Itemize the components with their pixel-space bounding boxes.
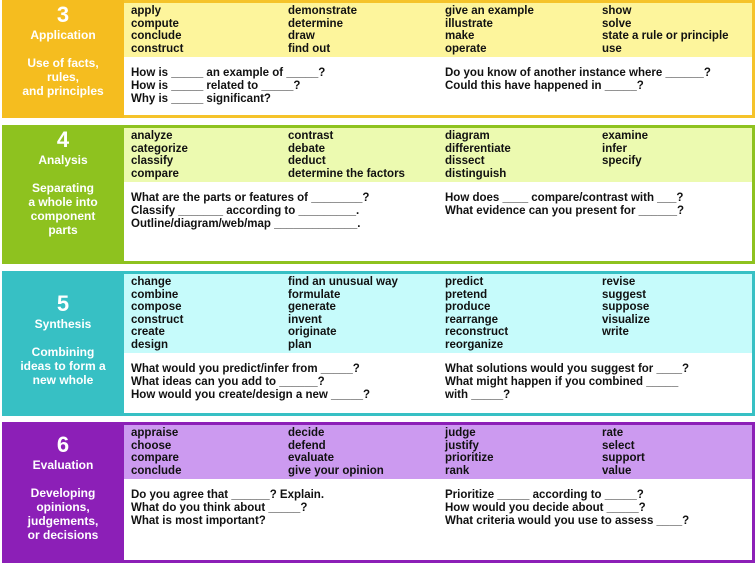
question: What might happen if you combined _____ — [445, 375, 679, 388]
verb-column — [131, 5, 288, 55]
level-content — [124, 0, 755, 118]
question-list — [124, 479, 752, 560]
level-application — [2, 0, 752, 118]
verb: contrast — [288, 130, 334, 142]
verb: infer — [602, 142, 627, 155]
verb: conclude — [131, 30, 182, 42]
level-number: 6 — [56, 432, 70, 457]
verb: analyze — [131, 130, 173, 142]
verb-column — [131, 276, 288, 351]
verb: formulate — [288, 288, 341, 301]
level-label — [2, 125, 124, 264]
verb: deduct — [288, 155, 326, 167]
verb: dissect — [445, 155, 485, 167]
verb: demonstrate — [288, 5, 358, 17]
verb-column — [602, 276, 752, 351]
question: How is _____ related to _____? — [131, 79, 301, 92]
question: What criteria would you use to assess ____? — [445, 514, 690, 527]
question: How would you decide about _____? — [445, 501, 646, 514]
verb-column — [602, 5, 752, 55]
verb-column — [131, 427, 288, 477]
level-label — [2, 271, 124, 416]
question-list — [124, 182, 752, 261]
question-list — [124, 353, 752, 413]
verb-column — [602, 427, 752, 477]
verb: construct — [131, 42, 184, 55]
description-line: new whole — [32, 373, 94, 387]
verb-column — [445, 276, 602, 351]
verb: compute — [131, 17, 179, 30]
level-number: 3 — [56, 2, 70, 27]
question: How is _____ an example of _____? — [131, 67, 326, 79]
question: What do you think about _____? — [131, 501, 308, 514]
description-line: Separating — [31, 181, 94, 195]
verb: select — [602, 439, 635, 452]
level-name: Application — [30, 28, 96, 42]
question: Outline/diagram/web/map _____________. — [131, 217, 361, 230]
verb-list — [124, 274, 752, 353]
verb: conclude — [131, 464, 182, 477]
verb-column — [445, 130, 602, 180]
verb-column — [288, 130, 445, 180]
verb: find out — [288, 42, 331, 55]
question-list — [124, 57, 752, 115]
verb: predict — [445, 276, 484, 288]
verb: suppose — [602, 301, 650, 313]
verb: use — [602, 42, 622, 55]
verb: evaluate — [288, 452, 335, 464]
verb: plan — [288, 338, 312, 351]
level-analysis — [2, 125, 752, 264]
level-description — [28, 486, 99, 542]
level-name: Evaluation — [32, 458, 94, 472]
verb: give your opinion — [288, 464, 384, 477]
verb: pretend — [445, 288, 488, 301]
description-line: or decisions — [27, 528, 99, 542]
description-line: and principles — [22, 84, 104, 98]
description-line: parts — [48, 223, 78, 237]
verb: show — [602, 5, 632, 17]
level-description — [28, 181, 97, 237]
verb: determine the factors — [288, 167, 405, 180]
verb-column — [288, 5, 445, 55]
question-column — [445, 192, 745, 261]
description-line: Developing — [30, 486, 96, 500]
verb-list — [124, 3, 752, 57]
verb: defend — [288, 439, 326, 452]
verb: specify — [602, 155, 642, 167]
description-line: a whole into — [28, 195, 98, 209]
verb: value — [602, 464, 632, 477]
verb: decide — [288, 427, 325, 439]
verb: compare — [131, 452, 179, 464]
level-label — [2, 422, 124, 563]
verb: produce — [445, 301, 491, 313]
question: How does ____ compare/contrast with ___? — [445, 192, 684, 204]
question: What evidence can you present for ______? — [445, 204, 685, 217]
verb: examine — [602, 130, 649, 142]
verb: reconstruct — [445, 326, 509, 338]
verb-list — [124, 425, 752, 479]
level-content — [124, 125, 755, 264]
verb: diagram — [445, 130, 490, 142]
verb-column — [602, 130, 752, 180]
question-column — [445, 67, 745, 115]
verb: revise — [602, 276, 636, 288]
description-line: component — [30, 209, 96, 223]
question-column — [131, 489, 445, 560]
level-synthesis — [2, 271, 752, 416]
verb: compose — [131, 301, 182, 313]
description-line: ideas to form a — [20, 359, 106, 373]
question: Prioritize _____ according to _____? — [445, 489, 644, 501]
verb: make — [445, 30, 475, 42]
question: Do you know of another instance where ______? — [445, 67, 711, 79]
question-column — [445, 363, 745, 413]
description-line: judgements, — [27, 514, 99, 528]
verb: change — [131, 276, 172, 288]
verb: rank — [445, 464, 470, 477]
verb: apply — [131, 5, 162, 17]
question: Classify _______ according to _________. — [131, 204, 360, 217]
verb: compare — [131, 167, 179, 180]
level-evaluation — [2, 422, 752, 563]
verb: illustrate — [445, 17, 493, 30]
verb: state a rule or principle — [602, 30, 729, 42]
question: Do you agree that ______? Explain. — [131, 489, 325, 501]
verb: classify — [131, 155, 174, 167]
verb: choose — [131, 439, 172, 452]
verb: appraise — [131, 427, 179, 439]
question-column — [445, 489, 745, 560]
verb-list — [124, 128, 752, 182]
level-name: Synthesis — [34, 317, 92, 331]
verb: reorganize — [445, 338, 504, 351]
verb: operate — [445, 42, 487, 55]
verb: generate — [288, 301, 336, 313]
question: What ideas can you add to ______? — [131, 375, 325, 388]
description-line: Use of facts, — [27, 56, 99, 70]
verb-column — [288, 276, 445, 351]
verb: construct — [131, 313, 184, 326]
verb: support — [602, 452, 645, 464]
verb-column — [131, 130, 288, 180]
question: with _____? — [445, 388, 511, 401]
verb-column — [445, 5, 602, 55]
verb: distinguish — [445, 167, 507, 180]
verb: create — [131, 326, 165, 338]
level-description — [22, 56, 103, 98]
question: How would you create/design a new _____? — [131, 388, 371, 401]
verb: originate — [288, 326, 337, 338]
verb: debate — [288, 142, 326, 155]
verb: judge — [445, 427, 476, 439]
description-line: opinions, — [36, 500, 90, 514]
verb: rearrange — [445, 313, 499, 326]
verb: prioritize — [445, 452, 494, 464]
question: Why is _____ significant? — [131, 92, 271, 105]
question: What solutions would you suggest for ____? — [445, 363, 690, 375]
verb: give an example — [445, 5, 534, 17]
verb: solve — [602, 17, 632, 30]
verb: combine — [131, 288, 179, 301]
question-column — [131, 67, 445, 115]
verb: suggest — [602, 288, 647, 301]
level-content — [124, 422, 755, 563]
description-line: rules, — [46, 70, 79, 84]
level-number: 4 — [56, 127, 70, 152]
question: Could this have happened in _____? — [445, 79, 644, 92]
verb: write — [602, 326, 629, 338]
verb: categorize — [131, 142, 188, 155]
level-description — [20, 345, 105, 387]
verb: differentiate — [445, 142, 511, 155]
question: What are the parts or features of ________? — [131, 192, 370, 204]
verb: visualize — [602, 313, 650, 326]
question-column — [131, 192, 445, 261]
level-label — [2, 0, 124, 118]
description-line: Combining — [31, 345, 95, 359]
verb-column — [288, 427, 445, 477]
level-number: 5 — [56, 291, 70, 316]
verb: design — [131, 338, 169, 351]
level-content — [124, 271, 755, 416]
verb-column — [445, 427, 602, 477]
level-name: Analysis — [38, 153, 88, 167]
verb: determine — [288, 17, 343, 30]
question: What would you predict/infer from _____? — [131, 363, 360, 375]
verb: justify — [445, 439, 479, 452]
question-column — [131, 363, 445, 413]
verb: rate — [602, 427, 624, 439]
verb: draw — [288, 30, 315, 42]
verb: invent — [288, 313, 322, 326]
verb: find an unusual way — [288, 276, 398, 288]
question: What is most important? — [131, 514, 266, 527]
